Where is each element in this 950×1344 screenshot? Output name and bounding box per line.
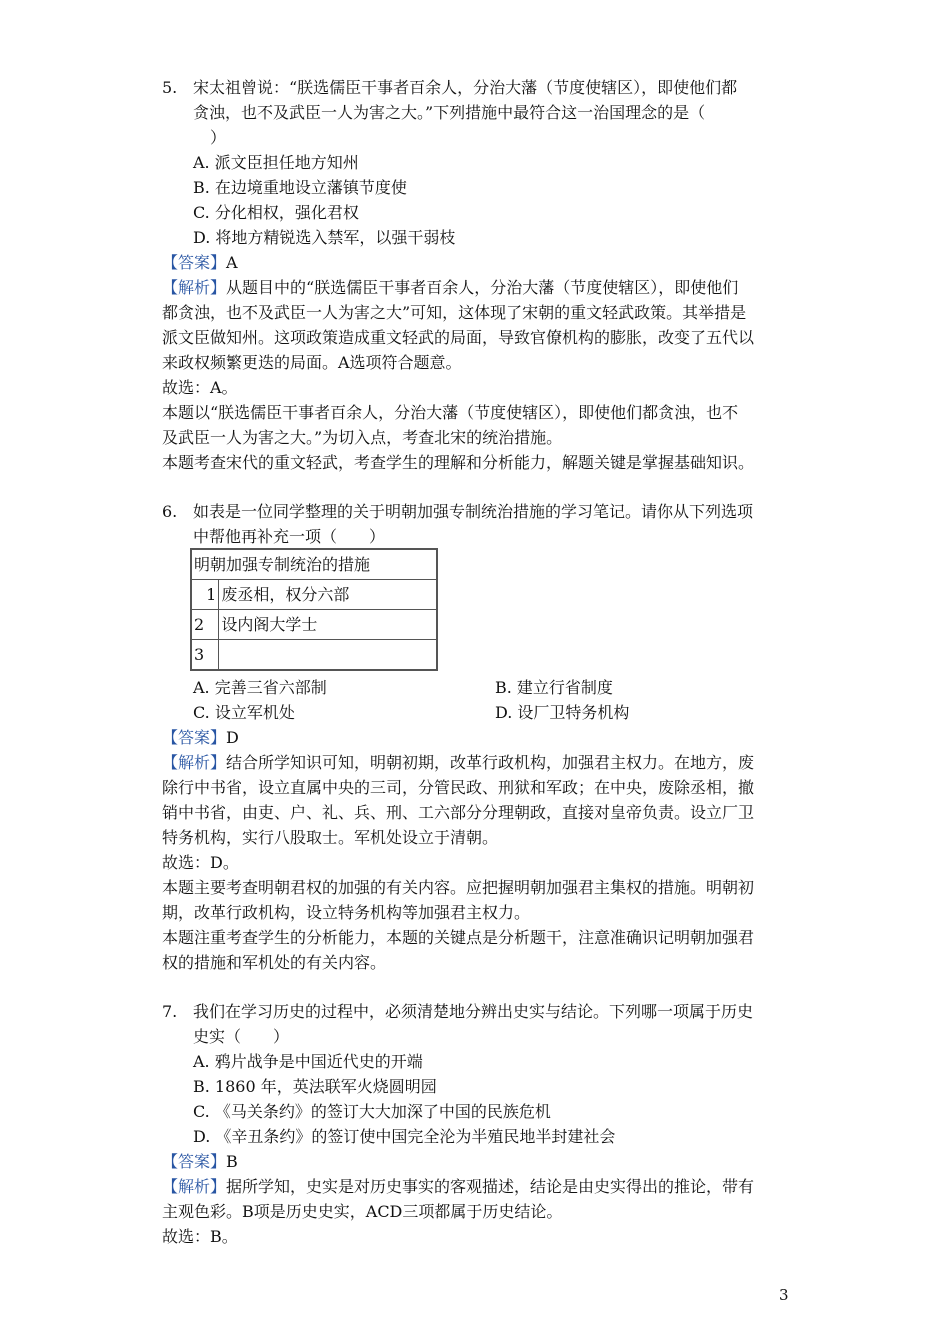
row-number: 1 bbox=[191, 580, 219, 610]
q5-option-a: A. 派文臣担任地方知州 bbox=[193, 153, 359, 172]
table-row bbox=[191, 640, 437, 671]
q6-option-a: A. 完善三省六部制 bbox=[193, 678, 327, 697]
q5-option-d: D. 将地方精锐选入禁军，以强干弱枝 bbox=[193, 228, 456, 247]
q5-analysis-line-3: 派文臣做知州。这项政策造成重文轻武的局面，导致官僚机构的膨胀，改变了五代以 bbox=[162, 328, 755, 347]
q6-notes-table bbox=[190, 548, 438, 671]
q6-option-b: B. 建立行省制度 bbox=[495, 678, 613, 697]
q7-number: 7. bbox=[162, 1002, 178, 1021]
q5-choose: 故选：A。 bbox=[162, 378, 238, 397]
row-number: 2 bbox=[191, 610, 219, 640]
table-header: 明朝加强专制统治的措施 bbox=[191, 549, 437, 580]
q7-option-c: C. 《马关条约》的签订大大加深了中国的民族危机 bbox=[193, 1102, 551, 1121]
analysis-text: 结合所学知识可知，明朝初期，改革行政机构，加强君主权力。在地方，废 bbox=[226, 753, 755, 772]
table-row bbox=[191, 610, 437, 640]
q5-answer bbox=[162, 250, 238, 275]
q6-stem-line-1: 如表是一位同学整理的关于明朝加强专制统治措施的学习笔记。请你从下列选项 bbox=[193, 502, 754, 521]
q7-stem-line-1: 我们在学习历史的过程中，必须清楚地分辨出史实与结论。下列哪一项属于历史 bbox=[193, 1002, 754, 1021]
answer-value: D bbox=[226, 728, 239, 747]
q6-option-c: C. 设立军机处 bbox=[193, 703, 295, 722]
table-header-row bbox=[191, 549, 437, 580]
q6-answer bbox=[162, 725, 239, 750]
q6-analysis-line-3: 销中书省，由吏、户、礼、兵、刑、工六部分分理朝政，直接对皇帝负责。设立厂卫 bbox=[162, 803, 755, 822]
q6-option-d: D. 设厂卫特务机构 bbox=[495, 703, 630, 722]
q5-option-b: B. 在边境重地设立藩镇节度使 bbox=[193, 178, 407, 197]
q5-stem-line-2: 贪浊，也不及武臣一人为害之大。”下列措施中最符合这一治国理念的是（ bbox=[193, 103, 706, 122]
q5-note-line-2: 及武臣一人为害之大。”为切入点，考查北宋的统治措施。 bbox=[162, 428, 563, 447]
q5-note-line-3: 本题考查宋代的重文轻武，考查学生的理解和分析能力，解题关键是掌握基础知识。 bbox=[162, 453, 755, 472]
answer-value: B bbox=[226, 1152, 238, 1171]
q7-choose: 故选：B。 bbox=[162, 1227, 238, 1246]
q5-analysis-line-4: 来政权频繁更迭的局面。A选项符合题意。 bbox=[162, 353, 462, 372]
q7-answer bbox=[162, 1149, 238, 1174]
answer-tag: 【答案】 bbox=[162, 728, 227, 747]
q5-number: 5. bbox=[162, 78, 178, 97]
page-number: 3 bbox=[779, 1286, 789, 1304]
q5-note-line-1: 本题以“朕选儒臣干事者百余人，分治大藩（节度使辖区），即使他们都贪浊，也不 bbox=[162, 403, 739, 422]
analysis-tag: 【解析】 bbox=[162, 278, 227, 297]
q7-analysis-line-2: 主观色彩。B项是历史史实，ACD三项都属于历史结论。 bbox=[162, 1202, 563, 1221]
q5-analysis-line-2: 都贪浊，也不及武臣一人为害之大”可知，这体现了宋朝的重文轻武政策。其举措是 bbox=[162, 303, 747, 322]
q6-analysis-line-4: 特务机构，实行八股取士。军机处设立于清朝。 bbox=[162, 828, 499, 847]
analysis-text: 从题目中的“朕选儒臣干事者百余人，分治大藩（节度使辖区），即使他们 bbox=[226, 278, 739, 297]
analysis-tag: 【解析】 bbox=[162, 1177, 227, 1196]
q7-option-b: B. 1860 年，英法联军火烧圆明园 bbox=[193, 1077, 437, 1096]
q6-note-line-4: 权的措施和军机处的有关内容。 bbox=[162, 953, 387, 972]
q7-option-d: D. 《辛丑条约》的签订使中国完全沦为半殖民地半封建社会 bbox=[193, 1127, 616, 1146]
q6-number: 6. bbox=[162, 502, 178, 521]
answer-tag: 【答案】 bbox=[162, 1152, 227, 1171]
q6-stem-line-2: 中帮他再补充一项（ ） bbox=[193, 527, 386, 546]
row-text bbox=[219, 640, 437, 671]
row-number: 3 bbox=[191, 640, 219, 671]
q6-analysis-line-1 bbox=[162, 750, 754, 775]
q7-stem-line-2: 史实（ ） bbox=[193, 1027, 290, 1046]
analysis-tag: 【解析】 bbox=[162, 753, 227, 772]
q7-analysis-line-1 bbox=[162, 1174, 754, 1199]
q6-choose: 故选：D。 bbox=[162, 853, 239, 872]
q5-stem-line-1: 宋太祖曾说：“朕选儒臣干事者百余人，分治大藩（节度使辖区），即使他们都 bbox=[193, 78, 738, 97]
table-row bbox=[191, 580, 437, 610]
analysis-text: 据所学知，史实是对历史事实的客观描述，结论是由史实得出的推论，带有 bbox=[226, 1177, 755, 1196]
q5-stem-line-3: ） bbox=[210, 128, 227, 147]
q5-analysis-line-1 bbox=[162, 275, 738, 300]
q6-analysis-line-2: 除行中书省，设立直属中央的三司，分管民政、刑狱和军政；在中央，废除丞相，撤 bbox=[162, 778, 755, 797]
answer-value: A bbox=[226, 253, 238, 272]
q5-option-c: C. 分化相权，强化君权 bbox=[193, 203, 359, 222]
q6-note-line-2: 期，改革行政机构，设立特务机构等加强君主权力。 bbox=[162, 903, 531, 922]
q6-note-line-3: 本题注重考查学生的分析能力，本题的关键点是分析题干，注意准确识记明朝加强君 bbox=[162, 928, 755, 947]
row-text: 设内阁大学士 bbox=[219, 610, 437, 640]
answer-tag: 【答案】 bbox=[162, 253, 227, 272]
row-text: 废丞相，权分六部 bbox=[219, 580, 437, 610]
q6-note-line-1: 本题主要考查明朝君权的加强的有关内容。应把握明朝加强君主集权的措施。明朝初 bbox=[162, 878, 755, 897]
q7-option-a: A. 鸦片战争是中国近代史的开端 bbox=[193, 1052, 423, 1071]
